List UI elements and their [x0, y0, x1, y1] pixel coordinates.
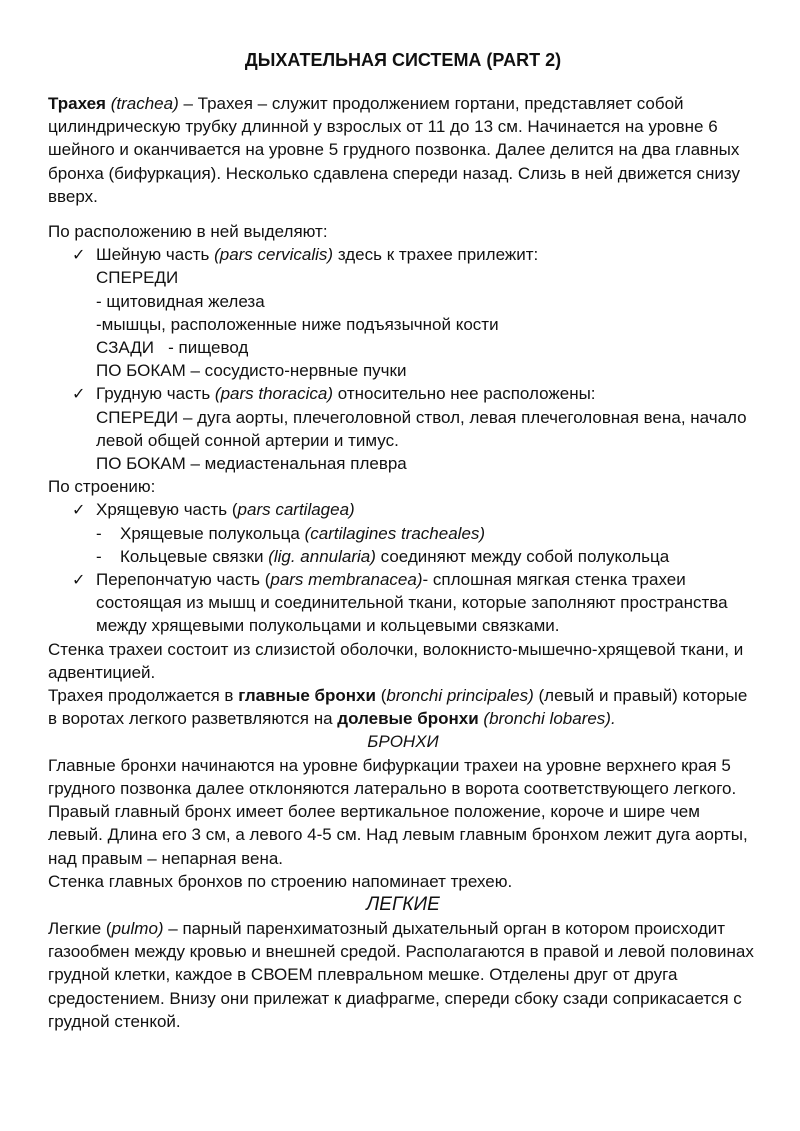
cartilage-item — [48, 498, 758, 521]
lungs-heading — [48, 893, 758, 917]
membranous-post: - сплошная мягкая стенка трахеи состоящая из мышц и соединительной ткани, которые заполняют пространства между хрящевыми полукольцами и кольцевыми связками. — [96, 570, 728, 636]
continuation-paragraph — [48, 684, 758, 730]
bronchi-heading — [48, 730, 758, 753]
cartilage-latin: pars cartilagea) — [237, 500, 355, 520]
wall-paragraph: Стенка трахеи состоит из слизистой оболочки, волокнисто-мышечно-хрящевой ткани, и адвентицией. — [48, 639, 744, 682]
text-run: (левый и правый) которые в воротах легкого разветвляются на — [48, 686, 748, 729]
membranous-pre: Перепончатую часть ( — [96, 570, 271, 590]
trachea-text: – Трахея – служит продолжением гортани, представляет собой цилиндрическую трубку длинной у взрослых от 11 до 13 см. Начинается на уровне 6 шейного и оканчивается на уровне 5 грудного позвонка. Далее делится на два главных бронха (бифуркация). Несколько сдавлена спереди назад. Слизь в ней движется снизу вверх. — [48, 94, 740, 206]
cervical-line: - щитовидная железа — [96, 291, 265, 311]
text-run: Трахея продолжается в — [48, 686, 239, 706]
bronchi-wall-paragraph: Стенка главных бронхов по строению напоминает трехею. — [48, 871, 513, 891]
lungs-pre: Легкие ( — [48, 918, 112, 938]
cartilage-subitem — [48, 522, 758, 545]
cartilage-pre: Хрящевую часть ( — [96, 500, 238, 520]
lungs-text: – парный паренхиматозный дыхательный орган в котором происходит газообмен между кровью и внешней средой. Располагаются в правой и левой половинах грудной клетки, каждое в СВОЕМ плевральном мешке. Отделены друг от друга средостением. Внизу они прилежат к диафрагме, спереди сбоку сзади соприкасается с грудной стенкой. — [48, 918, 754, 1031]
cervical-latin: (pars cervicalis) — [214, 245, 334, 265]
location-heading: По расположению в ней выделяют: — [48, 222, 328, 242]
cartilage-subitem — [48, 545, 758, 568]
subitem-pre: Кольцевые связки — [120, 546, 269, 566]
latin-term: (bronchi lobares). — [483, 709, 616, 729]
cervical-line: СПЕРЕДИ — [96, 268, 179, 288]
subitem-latin: (lig. annularia) — [268, 546, 376, 566]
thoracic-latin: (pars thoracica) — [214, 384, 334, 404]
structure-heading: По строению: — [48, 477, 156, 497]
lungs-heading-text: ЛЕГКИЕ — [366, 893, 440, 915]
dash-marker: - — [96, 546, 102, 566]
check-icon: ✓ — [72, 384, 86, 404]
cervical-line: СЗАДИ - пищевод — [96, 338, 249, 358]
bold-term: долевые бронхи — [337, 709, 479, 729]
lungs-paragraph — [48, 917, 758, 1033]
document-page — [48, 48, 758, 1033]
thoracic-line: ПО БОКАМ – медиастенальная плевра — [96, 454, 407, 474]
cervical-line: -мышцы, расположенные ниже подъязычной кости — [96, 314, 499, 334]
membranous-item — [48, 568, 758, 638]
thoracic-line: СПЕРЕДИ – дуга аорты, плечеголовной ствол, левая плечеголовная вена, начало левой общей сонной артерии и тимус. — [96, 407, 747, 450]
subitem-post: соединяют между собой полукольца — [375, 546, 670, 566]
check-icon: ✓ — [72, 570, 86, 590]
trachea-latin: (trachea) — [110, 94, 179, 113]
dash-marker: - — [96, 523, 102, 543]
thoracic-item — [48, 382, 758, 405]
latin-term: bronchi principales) — [386, 686, 534, 706]
trachea-paragraph — [48, 92, 758, 208]
check-icon: ✓ — [72, 245, 86, 265]
thoracic-pre: Грудную часть — [96, 384, 215, 404]
subitem-latin: (cartilagines tracheales) — [304, 523, 486, 543]
subitem-pre: Хрящевые полукольца — [120, 523, 305, 543]
text-run: ( — [375, 686, 387, 706]
bronchi-heading-text: БРОНХИ — [367, 732, 439, 752]
bronchi-paragraph: Главные бронхи начинаются на уровне бифуркации трахеи на уровне верхнего края 5 грудного позвонка далее отклоняются латерально в ворота соответствующего легкого. Правый главный бронх имеет более вертикальное положение, короче и шире чем левый. Длина его 3 см, а левого 4-5 см. Над левым главным бронхом лежит дуга аорты, над правым – непарная вена. — [48, 755, 748, 868]
cervical-item — [48, 243, 758, 266]
membranous-latin: pars membranacea) — [270, 570, 423, 590]
check-icon: ✓ — [72, 500, 86, 520]
cervical-pre: Шейную часть — [96, 245, 215, 265]
bold-term: главные бронхи — [238, 686, 376, 706]
cervical-post: здесь к трахее прилежит: — [333, 245, 539, 265]
page-title: ДЫХАТЕЛЬНАЯ СИСТЕМА (PART 2) — [244, 50, 562, 70]
lungs-latin: pulmo) — [111, 918, 164, 938]
cervical-line: ПО БОКАМ – сосудисто-нервные пучки — [96, 361, 407, 381]
trachea-term: Трахея — [48, 94, 106, 113]
thoracic-post: относительно нее расположены: — [333, 384, 596, 404]
